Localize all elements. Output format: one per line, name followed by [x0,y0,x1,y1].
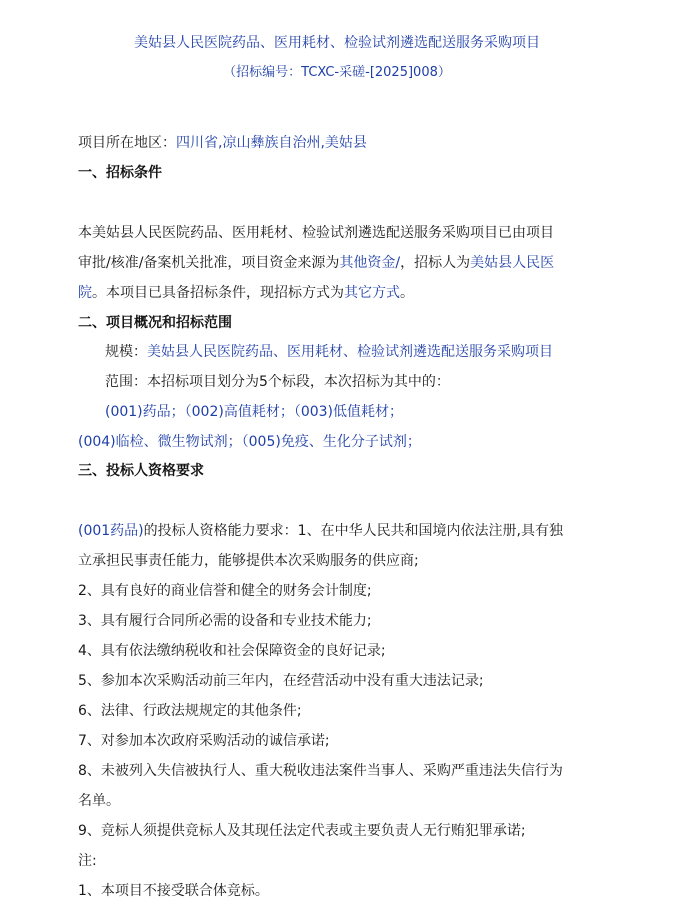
lots-line-2: (004)临检、微生物试剂；（005)免疫、生化分子试剂； [78,434,421,450]
conditions-text: 本 [78,225,92,241]
qualification-item-2: 2、具有良好的商业信誉和健全的财务会计制度; [78,583,372,599]
conditions-text: ，招标人为 [400,255,471,271]
scale-label: 规模： [105,344,147,360]
project-name: 美姑县人民医院药品、医用耗材、检验试剂遴选配送服务采购项目 [92,225,498,241]
conditions-paragraph-line-2 [78,253,554,273]
fund-source: 其他资金/ [339,255,401,271]
tender-code: （招标编号：TCXC-采磋-[2025]008） [223,65,451,80]
conditions-paragraph-line-1 [78,223,554,243]
scope-line: 范围：本招标项目划分为5个标段，本次招标为其中的： [105,374,450,390]
qualification-intro-line-1 [78,521,563,541]
note-label: 注: [78,853,97,869]
conditions-text: 已由项目 [498,225,554,241]
note-item-1: 1、本项目不接受联合体竞标。 [78,883,269,899]
qualification-item-8-line-2: 名单。 [78,793,120,809]
lot-reference: (001药品) [78,523,144,539]
region-label: 项目所在地区： [78,135,176,151]
scale-value: 美姑县人民医院药品、医用耗材、检验试剂遴选配送服务采购项目 [147,344,553,360]
qualification-item-6: 6、法律、行政法规规定的其他条件; [78,703,302,719]
region-value: 四川省,凉山彝族自治州,美姑县 [176,135,367,151]
qualification-item-4: 4、具有依法缴纳税收和社会保障资金的良好记录; [78,643,386,659]
conditions-text: 。本项目已具备招标条件，现招标方式为 [92,285,344,301]
qualification-item-3: 3、具有履行合同所必需的设备和专业技术能力; [78,613,372,629]
document-title: 美姑县人民医院药品、医用耗材、检验试剂遴选配送服务采购项目 [134,35,540,51]
qualification-intro-line-2: 立承担民事责任能力，能够提供本次采购服务的供应商; [78,553,419,569]
section-heading-qualifications: 三、投标人资格要求 [78,463,204,479]
section-heading-overview: 二、项目概况和招标范围 [78,315,232,331]
tender-method: 其它方式 [344,285,400,301]
scale-line [105,342,553,362]
lots-line-1: (001)药品；（002)高值耗材；（003)低值耗材； [105,404,404,420]
qualification-item-5: 5、参加本次采购活动前三年内，在经营活动中没有重大违法记录; [78,673,484,689]
qualification-text: 的投标人资格能力要求：1、在中华人民共和国境内依法注册,具有独 [143,523,564,539]
qualification-item-8-line-1: 8、未被列入失信被执行人、重大税收违法案件当事人、采购严重违法失信行为 [78,763,563,779]
tenderer-name: 院 [78,285,92,301]
conditions-paragraph-line-3 [78,283,414,303]
qualification-item-9: 9、竞标人须提供竞标人及其现任法定代表或主要负责人无行贿犯罪承诺; [78,823,526,839]
conditions-text: 审批/核准/备案机关批准，项目资金来源为 [78,255,340,271]
region-line [78,133,367,153]
qualification-item-7: 7、对参加本次政府采购活动的诚信承诺; [78,733,330,749]
tenderer-name: 美姑县人民医 [470,255,555,271]
section-heading-conditions: 一、招标条件 [78,165,162,181]
conditions-text: 。 [400,285,414,301]
